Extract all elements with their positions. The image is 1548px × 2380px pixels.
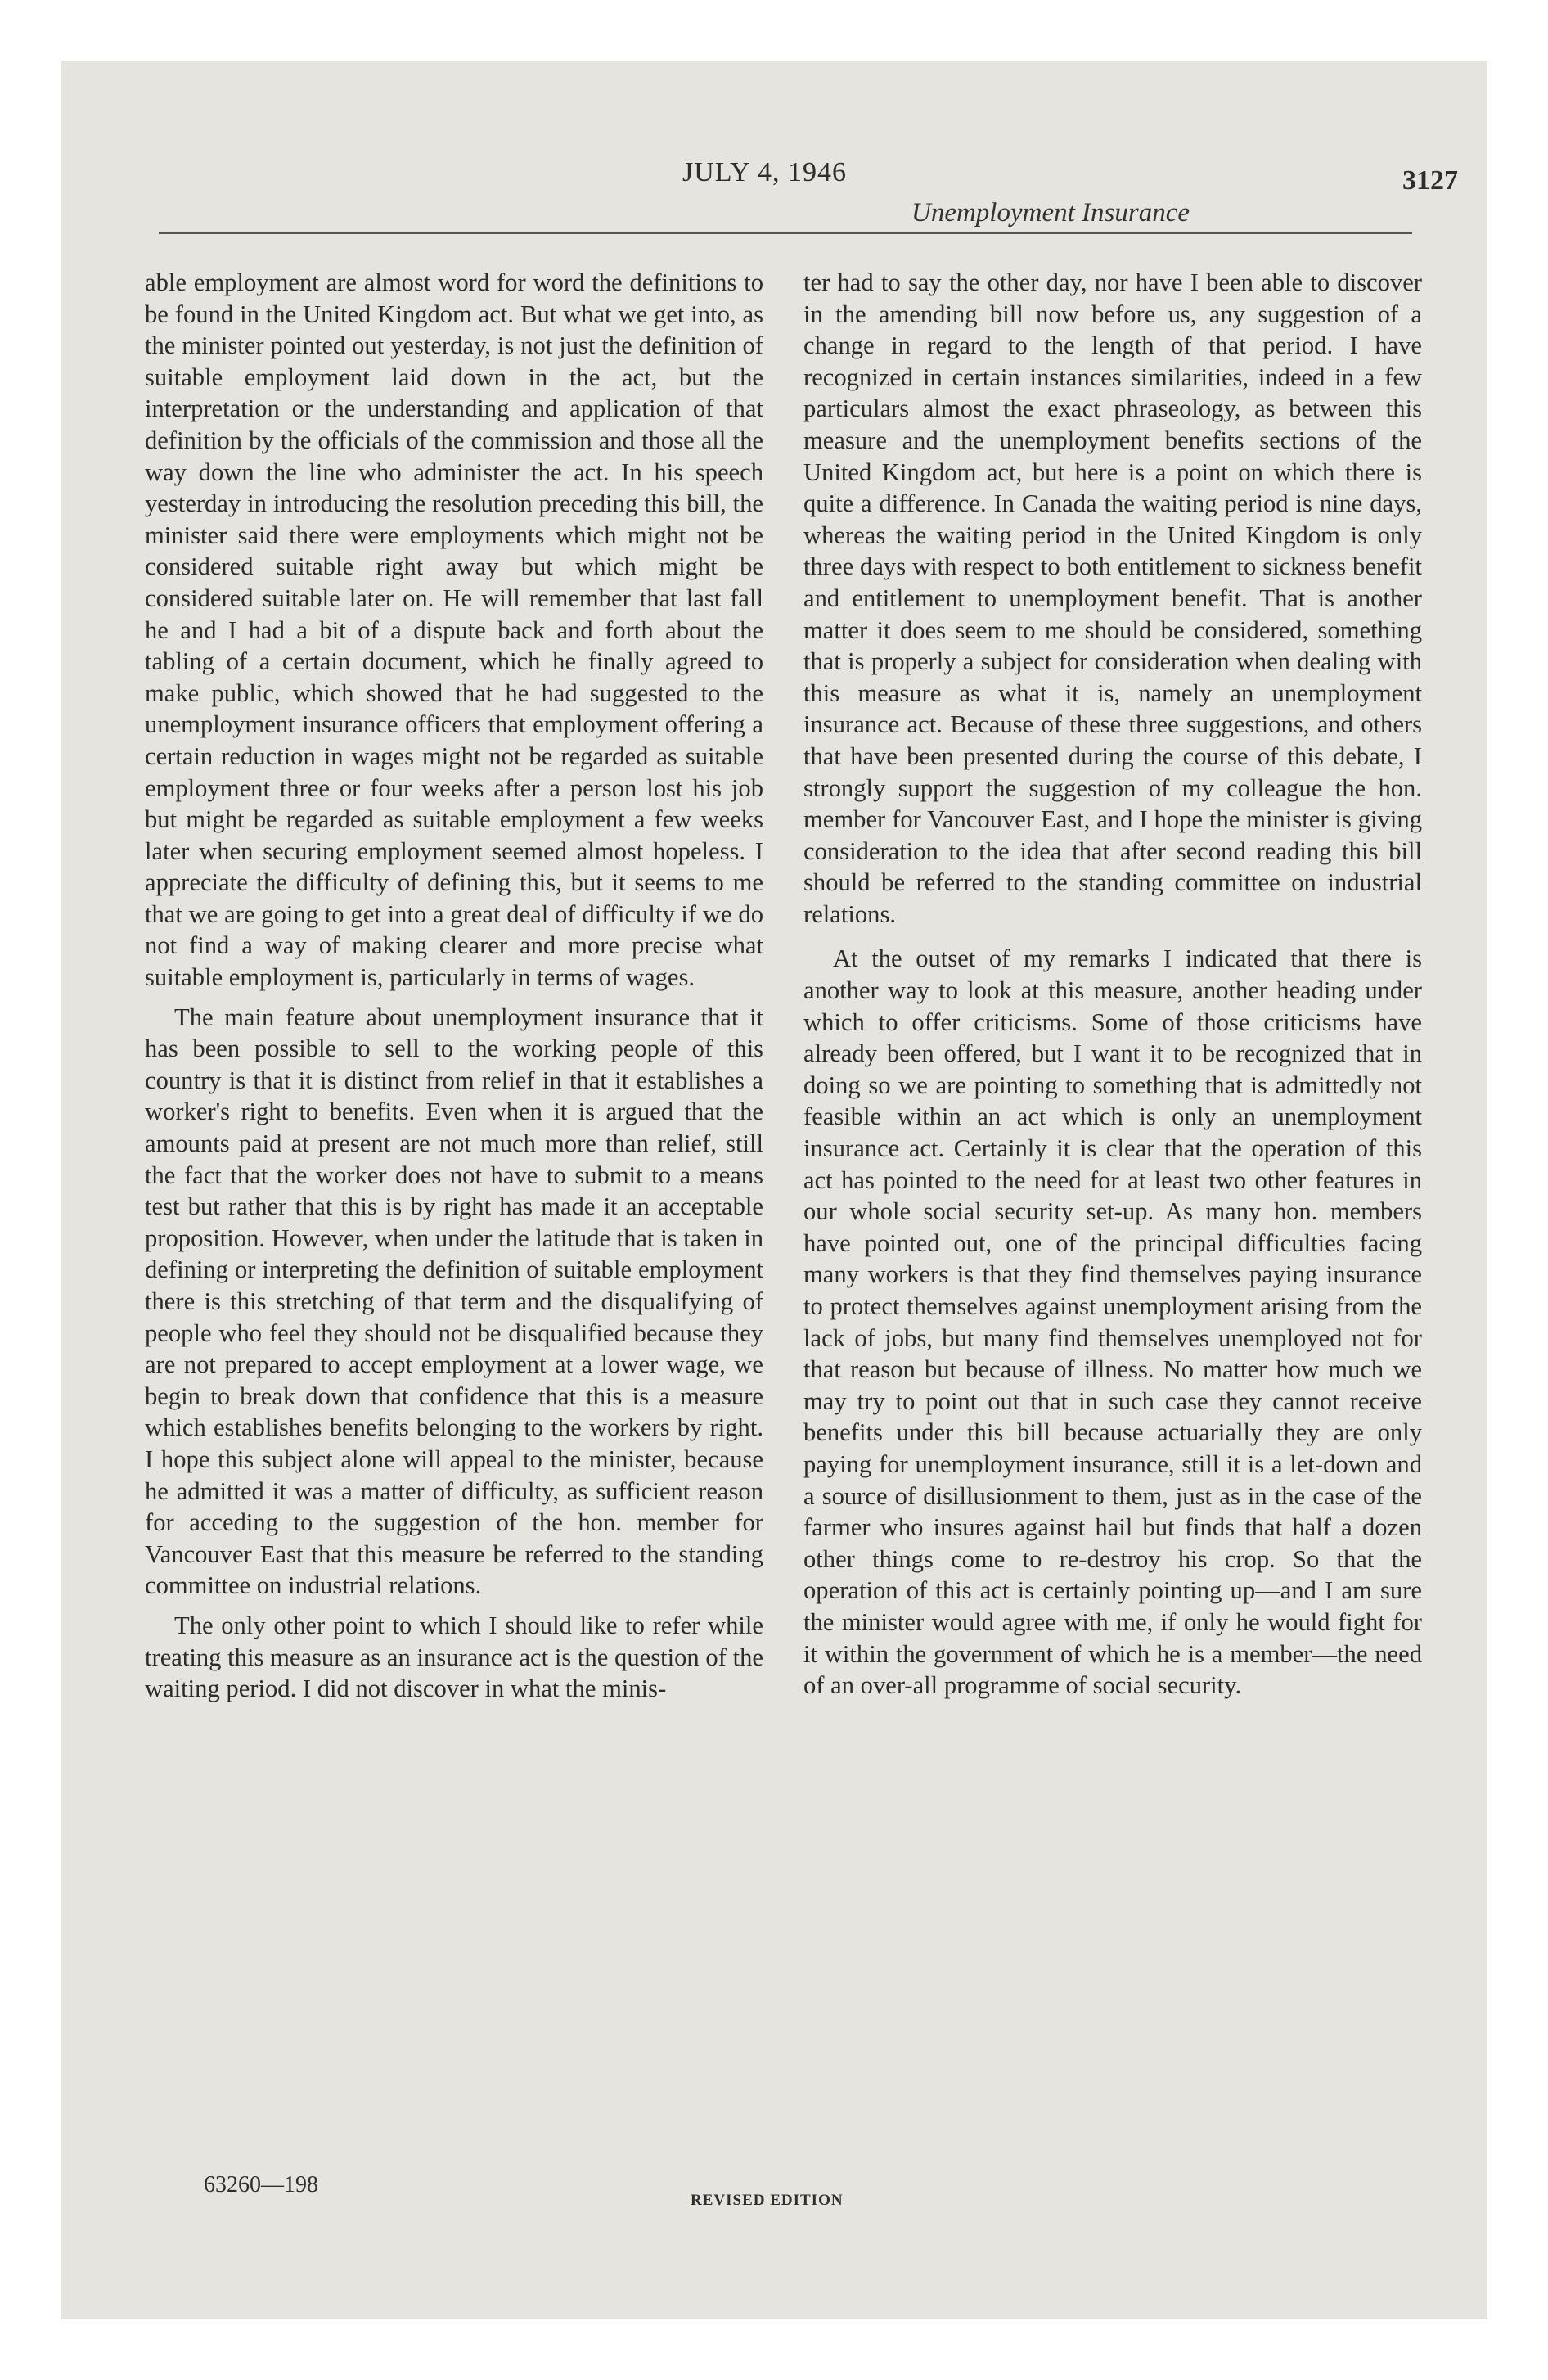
header-section-title: Unemployment Insurance: [911, 198, 1190, 228]
printer-code: 63260—198: [204, 2172, 318, 2197]
header-date: JULY 4, 1946: [682, 157, 847, 187]
header-rule: [159, 232, 1412, 234]
page-number: 3127: [1402, 165, 1458, 196]
page-header: [61, 61, 1487, 241]
left-paragraph-2: The main feature about unemployment insurance that it has been possible to sell to the working people of this country is that it is distinct from relief in that it establishes a worker's right to benefits. Even when it is argued that the amounts paid at present are not much more than relief, still the fact that the worker does not have to submit to a means test but rather that this is by right has made it an acceptable proposition. However, when under the latitude that is taken in defining or interpreting the definition of suitable employment there is this stretching of that term and the disqualifying of people who feel they should not be disqualified because they are not prepared to accept employment at a lower wage, we begin to break down that confidence that this is a measure which establishes benefits belonging to the workers by right. I hope this subject alone will appeal to the minister, because he admitted it was a matter of difficulty, as sufficient reason for acceding to the suggestion of the hon. member for Vancouver East that this measure be referred to the standing committee on industrial relations.: [145, 1003, 763, 1600]
right-paragraph-1: ter had to say the other day, nor have I been able to discover in the amending bill now before us, any suggestion of a change in regard to the length of that period. I have recognized in certain instances similarities, indeed in a few particulars almost the exact phraseology, as between this measure and the unemployment benefits sections of the United Kingdom act, but here is a point on which there is quite a difference. In Canada the waiting period is nine days, whereas the waiting period in the United Kingdom is only three days with respect to both entitlement to sickness benefit and entitlement to unemployment benefit. That is another matter it does seem to me should be considered, something that is properly a subject for consideration when dealing with this measure as what it is, namely an unemployment insurance act. Because of these three suggestions, and others that have been presented during the course of this debate, I strongly support the suggestion of my colleague the hon. member for Vancouver East, and I hope the minister is giving consideration to the idea that after second reading this bill should be referred to the standing committee on industrial relations.: [803, 268, 1422, 928]
left-paragraph-1: able employment are almost word for word the definitions to be found in the United Kingdom act. But what we get into, as the minister pointed out yesterday, is not just the definition of suitable employment laid down in the act, but the interpretation or the understanding and application of that definition by the officials of the commission and those all the way down the line who administer the act. In his speech yesterday in introducing the resolution preceding this bill, the minister said there were employments which might not be considered suitable right away but which might be considered suitable later on. He will remember that last fall he and I had a bit of a dispute back and forth about the tabling of a certain document, which he finally agreed to make public, which showed that he had suggested to the unemployment insurance officers that employment offering a certain reduction in wages might not be regarded as suitable employment three or four weeks after a person lost his job but might be regarded as suitable employment a few weeks later when securing employment seemed almost hopeless. I appreciate the difficulty of defining this, but it seems to me that we are going to get into a great deal of difficulty if we do not find a way of making clearer and more precise what suitable employment is, particularly in terms of wages.: [145, 268, 763, 992]
left-column: [145, 267, 763, 1705]
scanned-page: [61, 61, 1487, 2319]
right-column: [803, 267, 1422, 1702]
edition-note: REVISED EDITION: [691, 2192, 844, 2209]
left-paragraph-3: The only other point to which I should like to refer while treating this measure as an insurance act is the question of the waiting period. I did not discover in what the minis-: [145, 1611, 763, 1703]
right-paragraph-2: At the outset of my remarks I indicated that there is another way to look at this measure, another heading under which to offer criticisms. Some of those criticisms have already been offered, but I want it to be recognized that in doing so we are pointing to something that is admittedly not feasible within an act which is only an unemployment insurance act. Certainly it is clear that the operation of this act has pointed to the need for at least two other features in our whole social security set-up. As many hon. members have pointed out, one of the principal difficulties facing many workers is that they find themselves paying insurance to protect themselves against unemployment arising from the lack of jobs, but many find themselves unemployed not for that reason but because of illness. No matter how much we may try to point out that in such case they cannot receive benefits under this bill because actuarially they are only paying for unemployment insurance, still it is a let-down and a source of disillusionment to them, just as in the case of the farmer who insures against hail but finds that half a dozen other things come to re-destroy his crop. So that the operation of this act is certainly pointing up—and I am sure the minister would agree with me, if only he would fight for it within the government of which he is a member—the need of an over-all programme of social security.: [803, 944, 1422, 1700]
